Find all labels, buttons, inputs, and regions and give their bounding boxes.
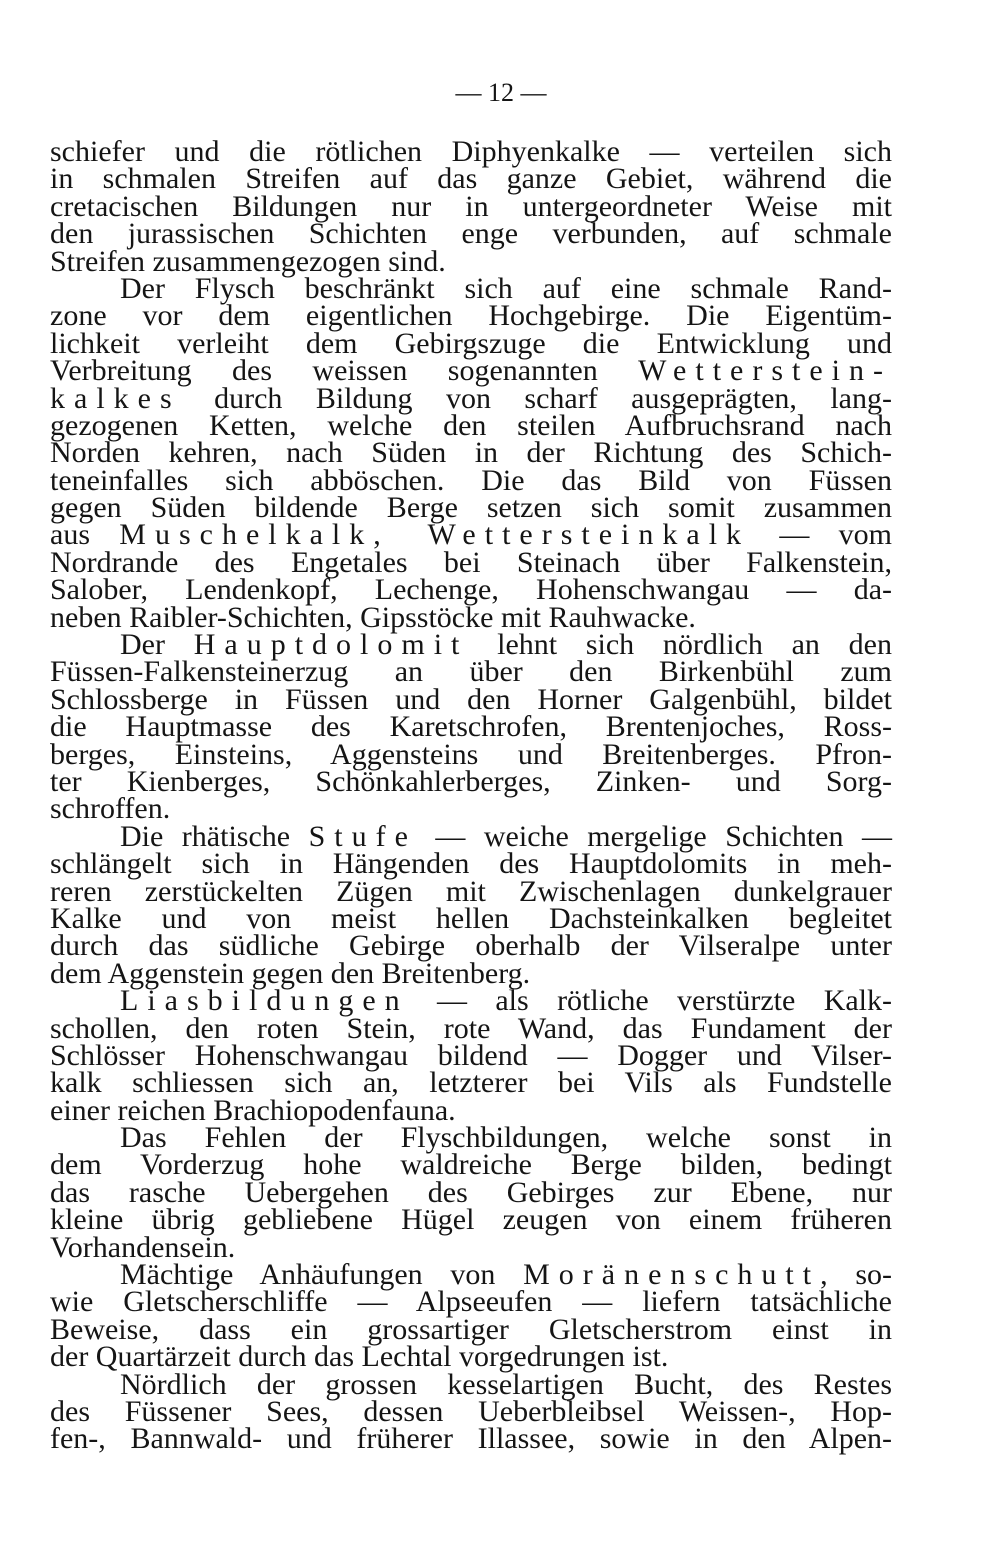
text-line: schlängelt sich in Hängenden des Hauptdolomits in meh- [50,847,892,881]
text-line: kleine übrig gebliebene Hügel zeugen von einem früheren [50,1203,892,1237]
text-line: des Füssener Sees, dessen Ueberbleibsel Weissen-, Hop- [50,1394,892,1428]
text-line: Der Flysch beschränkt sich auf eine schmale Rand- [120,271,892,305]
text-line: in schmalen Streifen auf das ganze Gebiet, während die [50,162,892,196]
book-page [50,0,892,1567]
spaced-term: Muschelkalk, Wettersteinkalk [119,518,751,552]
text-line [50,628,892,662]
text-line: Norden kehren, nach Süden in der Richtung des Schich- [50,436,892,470]
text-segment: Der [120,628,194,662]
text-line: Das Fehlen der Flyschbildungen, welche sonst in [120,1121,892,1155]
text-line: Streifen zusammengezogen sind. [50,244,446,278]
text-line [50,819,892,853]
text-line: Schlösser Hohenschwangau bildend — Dogger und Vilser- [50,1038,892,1072]
text-line: das rasche Uebergehen des Gebirges zur Ebene, nur [50,1175,892,1209]
text-line: teneinfalles sich abböschen. Die das Bild von Füssen [50,463,892,497]
text-line: die Hauptmasse des Karetschrofen, Brentenjoches, Ross- [50,710,892,744]
text-segment: lehnt sich nördlich an den [468,628,892,662]
text-segment: Die rhätische [120,819,309,853]
text-line: Kalke und von meist hellen Dachsteinkalken begleitet [50,901,892,935]
text-line: gezogenen Ketten, welche den steilen Aufbruchsrand nach [50,408,892,442]
page-number: — 12 — [455,78,547,107]
text-segment: — weiche mergelige Schichten — [416,819,892,853]
text-line: schollen, den roten Stein, rote Wand, das Fundament der [50,1011,892,1045]
text-segment: Mächtige Anhäufungen von [120,1258,524,1292]
text-line: neben Raibler-Schichten, Gipsstöcke mit Rauhwacke. [50,600,696,634]
text-line: lichkeit verleiht dem Gebirgszuge die Entwicklung und [50,326,892,360]
text-segment: Verbreitung des weissen sogenannten [50,354,639,388]
text-line: Nordrande des Engetales bei Steinach über Falkenstein, [50,545,892,579]
text-line: reren zerstückelten Zügen mit Zwischenlagen dunkelgrauer [50,874,892,908]
text-line: dem Vorderzug hohe waldreiche Berge bilden, bedingt [50,1148,892,1182]
text-line: Beweise, dass ein grossartiger Gletscherstrom einst in [50,1312,892,1346]
text-line: einer reichen Brachiopodenfauna. [50,1093,456,1127]
spaced-term: kalkes [50,381,181,415]
text-line: dem Aggenstein gegen den Breitenberg. [50,956,531,990]
text-segment: — als rötliche verstürzte Kalk- [408,984,892,1018]
spaced-term: Liasbildungen [120,984,409,1018]
text-line: Füssen-Falkensteinerzug an über den Birkenbühl zum [50,655,892,689]
text-line: ter Kienberges, Schönkahlerberges, Zinken- und Sorg- [50,764,892,798]
text-segment: aus [50,518,120,552]
text-segment: — vom [750,518,892,552]
text-line [50,1258,892,1292]
text-line: fen-, Bannwald- und früherer Illassee, sowie in den Alpen- [50,1422,892,1456]
text-line: Schlossberge in Füssen und den Horner Galgenbühl, bildet [50,682,892,716]
text-line: Nördlich der grossen kesselartigen Bucht, des Restes [120,1367,892,1401]
spaced-term: Hauptdolomit [193,628,469,662]
text-line: berges, Einsteins, Aggensteins und Breitenberges. Pfron- [50,737,892,771]
text-segment: , so- [820,1258,892,1292]
text-line: der Quartärzeit durch das Lechtal vorgedrungen ist. [50,1340,669,1374]
text-line [50,354,892,388]
spaced-term: Moränenschutt [523,1258,821,1292]
text-line: schiefer und die rötlichen Diphyenkalke — verteilen sich [50,135,892,168]
text-line: wie Gletscherschliffe — Alpseeufen — liefern tatsächliche [50,1285,892,1319]
text-line: den jurassischen Schichten enge verbunden, auf schmale [50,217,892,251]
text-line: durch das südliche Gebirge oberhalb der Vilseralpe unter [50,929,892,963]
text-line: schroffen. [50,792,171,826]
text-line: Salober, Lendenkopf, Lechenge, Hohenschwangau — da- [50,573,892,607]
text-line [50,381,892,415]
text-line: cretacischen Bildungen nur in untergeordneter Weise mit [50,189,892,223]
text-line: zone vor dem eigentlichen Hochgebirge. Die Eigentüm- [50,299,892,333]
text-line: kalk schliessen sich an, letzterer bei Vils als Fundstelle [50,1066,892,1100]
text-segment: durch Bildung von scharf ausgeprägten, lang- [180,381,892,415]
text-line: Vorhandensein. [50,1230,236,1264]
text-line [50,984,892,1018]
text-line: gegen Süden bildende Berge setzen sich somit zusammen [50,491,892,525]
spaced-term: Stufe [308,819,417,853]
spaced-term: Wetterstein- [638,354,892,388]
text-line [50,518,892,552]
body-text [50,135,892,1456]
